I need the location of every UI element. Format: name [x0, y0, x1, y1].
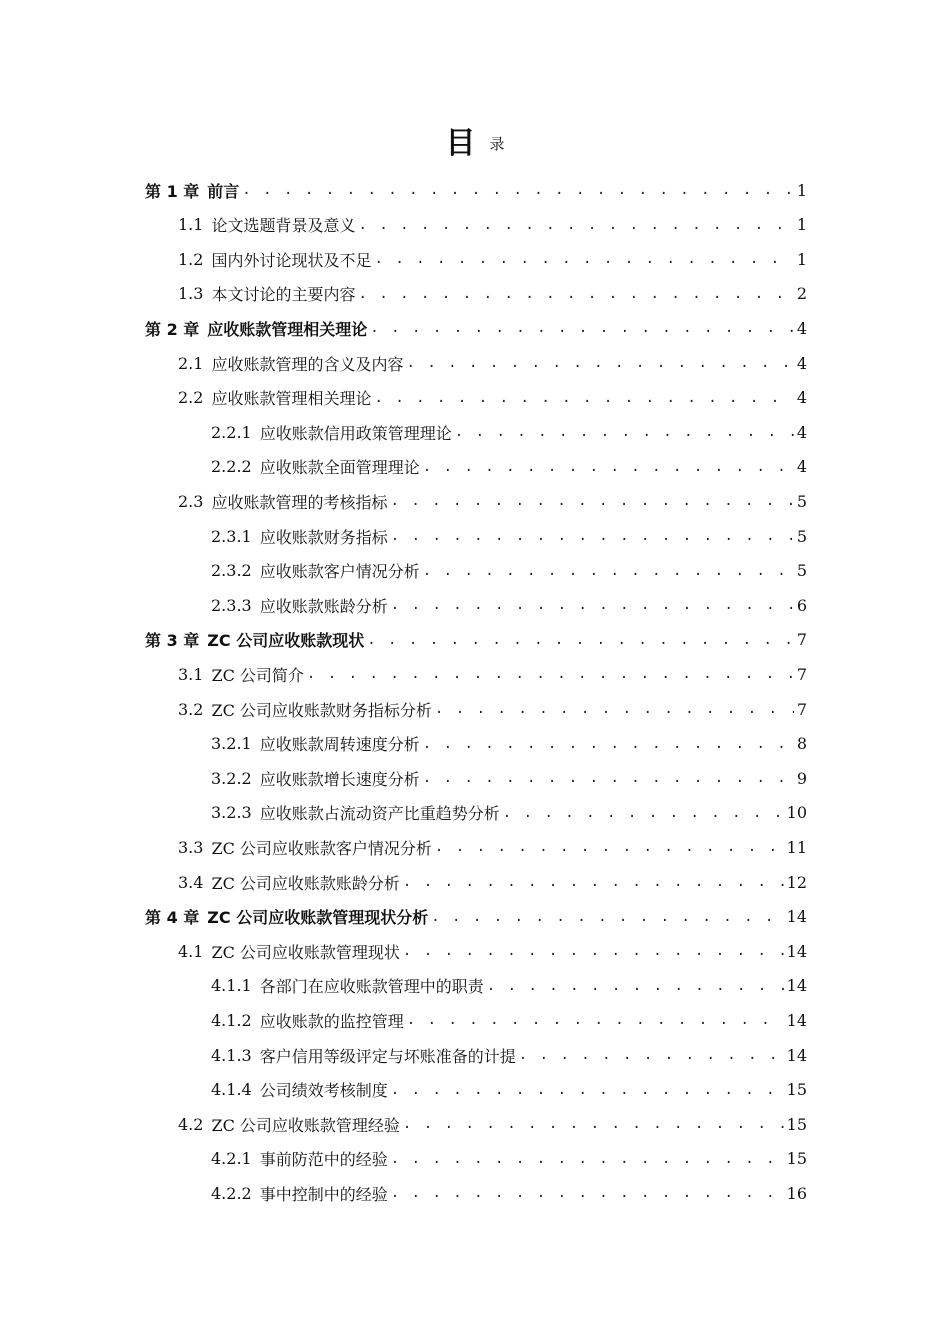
- toc-leader-dots: [403, 943, 784, 959]
- toc-entry-title: 应收账款客户情况分析: [259, 562, 420, 582]
- toc-leader-dots: [403, 874, 784, 890]
- toc-entry-number: 3.2: [178, 699, 204, 719]
- toc-entry-title: ZC 公司应收账款现状: [207, 631, 365, 651]
- toc-entry[interactable]: [178, 692, 807, 726]
- toc-entry-page-number: 7: [796, 664, 807, 684]
- toc-leader-dots: [391, 1151, 784, 1167]
- toc-entry[interactable]: [211, 1142, 807, 1176]
- toc-entry[interactable]: [211, 761, 807, 795]
- toc-entry-number: 2.3: [178, 491, 204, 511]
- toc-entry-title: 应收账款占流动资产比重趋势分析: [259, 804, 500, 824]
- toc-entry[interactable]: [211, 727, 807, 761]
- toc-entry[interactable]: [145, 311, 807, 345]
- toc-entry[interactable]: [211, 588, 807, 622]
- toc-entry[interactable]: [211, 1003, 807, 1037]
- toc-entry-title: 前言: [207, 181, 240, 201]
- toc-title-sub: 录: [489, 135, 505, 153]
- toc-entry[interactable]: [211, 519, 807, 553]
- toc-entry-number: 3.3: [178, 837, 204, 857]
- toc-leader-dots: [503, 805, 784, 821]
- toc-entry-number: 1.1: [178, 215, 204, 235]
- toc-entry-title: 应收账款信用政策管理理论: [259, 423, 452, 443]
- toc-entry[interactable]: [211, 554, 807, 588]
- toc-entry-title: ZC 公司应收账款财务指标分析: [211, 700, 432, 720]
- toc-entry[interactable]: [211, 969, 807, 1003]
- toc-entry[interactable]: [145, 623, 807, 657]
- toc-entry[interactable]: [178, 1107, 807, 1141]
- toc-entry-page-number: 6: [796, 595, 807, 615]
- toc-entry-title: 应收账款的监控管理: [259, 1011, 404, 1031]
- toc-entry-page-number: 7: [796, 699, 807, 719]
- toc-entry-number: 1.2: [178, 249, 204, 269]
- toc-entry-page-number: 4: [796, 353, 807, 373]
- toc-entry[interactable]: [178, 934, 807, 968]
- toc-entry-number: 2.2: [178, 388, 204, 408]
- toc-entry-number: 4.2.1: [211, 1149, 252, 1169]
- toc-entry-page-number: 16: [786, 1183, 807, 1203]
- toc-entry-number: 1.3: [178, 284, 204, 304]
- toc-entry-title: 应收账款增长速度分析: [259, 769, 420, 789]
- toc-entry-page-number: 14: [786, 976, 807, 996]
- toc-entry-page-number: 5: [796, 561, 807, 581]
- toc-entry-title: 客户信用等级评定与坏账准备的计提: [259, 1046, 516, 1066]
- toc-entry-page-number: 1: [796, 215, 807, 235]
- toc-leader-dots: [403, 1116, 784, 1132]
- toc-leader-dots: [307, 666, 794, 682]
- toc-entry[interactable]: [211, 1038, 807, 1072]
- toc-entry-number: 第 4 章: [145, 908, 200, 928]
- toc-entry-number: 2.3.1: [211, 526, 252, 546]
- toc-leader-dots: [391, 1082, 784, 1098]
- toc-entry-number: 2.2.2: [211, 457, 252, 477]
- toc-entry-number: 3.1: [178, 664, 204, 684]
- toc-leader-dots: [374, 251, 793, 267]
- toc-entry-title: 事前防范中的经验: [259, 1150, 388, 1170]
- toc-leader-dots: [423, 459, 794, 475]
- toc-entry-title: 应收账款全面管理理论: [259, 458, 420, 478]
- toc-entry[interactable]: [178, 242, 807, 276]
- toc-entry-title: ZC 公司简介: [211, 665, 304, 685]
- toc-leader-dots: [423, 770, 794, 786]
- toc-entry-page-number: 14: [786, 1010, 807, 1030]
- toc-entry[interactable]: [145, 900, 807, 934]
- toc-entry-page-number: 4: [796, 318, 807, 338]
- toc-entry[interactable]: [211, 1176, 807, 1210]
- toc-leader-dots: [435, 839, 784, 855]
- toc-leader-dots: [370, 320, 794, 336]
- toc-entry[interactable]: [178, 277, 807, 311]
- toc-entry-page-number: 1: [796, 249, 807, 269]
- toc-entry-title: ZC 公司应收账款管理现状: [211, 942, 400, 962]
- toc-entry-title: 应收账款财务指标: [259, 527, 388, 547]
- toc-entry-page-number: 2: [796, 284, 807, 304]
- toc-entry[interactable]: [178, 346, 807, 380]
- toc-leader-dots: [423, 736, 794, 752]
- toc-entry[interactable]: [211, 796, 807, 830]
- toc-entry-page-number: 11: [786, 837, 807, 857]
- toc-entry[interactable]: [178, 865, 807, 899]
- toc-entry[interactable]: [211, 450, 807, 484]
- toc-entry-page-number: 1: [796, 180, 807, 200]
- toc-leader-dots: [374, 390, 793, 406]
- toc-entry-page-number: 9: [796, 768, 807, 788]
- toc-leader-dots: [391, 1185, 784, 1201]
- toc-entry-page-number: 10: [786, 803, 807, 823]
- toc-entry[interactable]: [145, 173, 807, 207]
- toc-leader-dots: [455, 424, 794, 440]
- toc-leader-dots: [390, 493, 793, 509]
- toc-leader-dots: [407, 1012, 784, 1028]
- toc-entry[interactable]: [178, 381, 807, 415]
- toc-leader-dots: [367, 632, 794, 648]
- toc-entry[interactable]: [178, 830, 807, 864]
- toc-leader-dots: [358, 286, 793, 302]
- toc-entry-page-number: 14: [786, 941, 807, 961]
- toc-entry-title: 应收账款周转速度分析: [259, 735, 420, 755]
- toc-leader-dots: [391, 597, 794, 613]
- toc-entry-title: 论文选题背景及意义: [211, 216, 356, 236]
- toc-entry-page-number: 14: [786, 1045, 807, 1065]
- toc-entry-number: 4.2.2: [211, 1183, 252, 1203]
- toc-leader-dots: [242, 182, 794, 198]
- toc-leader-dots: [391, 528, 794, 544]
- toc-entry-page-number: 5: [796, 526, 807, 546]
- toc-entry-number: 4.1.1: [211, 976, 252, 996]
- toc-entry-page-number: 15: [786, 1114, 807, 1134]
- toc-entry-number: 4.1: [178, 941, 204, 961]
- toc-title: [0, 118, 950, 162]
- toc-entry-title: 公司绩效考核制度: [259, 1081, 388, 1101]
- toc-entry-page-number: 7: [796, 630, 807, 650]
- toc-entry[interactable]: [178, 484, 807, 518]
- toc-entry-page-number: 4: [796, 422, 807, 442]
- toc-entry-number: 3.2.2: [211, 768, 252, 788]
- toc-entry-page-number: 12: [786, 872, 807, 892]
- toc-leader-dots: [358, 217, 793, 233]
- toc-entry-page-number: 14: [786, 907, 807, 927]
- toc-entry-number: 4.2: [178, 1114, 204, 1134]
- toc-entry-number: 2.3.3: [211, 595, 252, 615]
- toc-entry[interactable]: [178, 657, 807, 691]
- toc-entry[interactable]: [211, 415, 807, 449]
- toc-leader-dots: [435, 701, 794, 717]
- toc-entry-title: 应收账款账龄分析: [259, 596, 388, 616]
- toc-entry-page-number: 15: [786, 1080, 807, 1100]
- toc-entry-title: ZC 公司应收账款客户情况分析: [211, 838, 432, 858]
- toc-entry-number: 3.2.1: [211, 734, 252, 754]
- toc-entry-title: 国内外讨论现状及不足: [211, 250, 372, 270]
- toc-entry-page-number: 4: [796, 388, 807, 408]
- toc-leader-dots: [519, 1047, 784, 1063]
- toc-entry[interactable]: [178, 208, 807, 242]
- toc-entry-number: 4.1.3: [211, 1045, 252, 1065]
- toc-leader-dots: [423, 563, 794, 579]
- toc-entry-number: 4.1.4: [211, 1080, 252, 1100]
- toc-entry-title: 应收账款管理的考核指标: [211, 492, 388, 512]
- toc-entry-title: ZC 公司应收账款管理现状分析: [207, 908, 429, 928]
- toc-entry-number: 第 1 章: [145, 181, 200, 201]
- toc-entry-title: 应收账款管理的含义及内容: [211, 354, 404, 374]
- toc-entry-title: ZC 公司应收账款账龄分析: [211, 873, 400, 893]
- toc-entry[interactable]: [211, 1073, 807, 1107]
- toc-entry-page-number: 5: [796, 491, 807, 511]
- toc-entry-title: 事中控制中的经验: [259, 1184, 388, 1204]
- toc-entry-page-number: 4: [796, 457, 807, 477]
- toc-leader-dots: [487, 978, 784, 994]
- toc-leader-dots: [431, 909, 783, 925]
- toc-entry-number: 2.2.1: [211, 422, 252, 442]
- toc-entry-number: 2.3.2: [211, 561, 252, 581]
- toc-entry-title: ZC 公司应收账款管理经验: [211, 1115, 400, 1135]
- toc-entry-title: 应收账款管理相关理论: [211, 389, 372, 409]
- toc-entry-number: 3.4: [178, 872, 204, 892]
- toc-entry-title: 本文讨论的主要内容: [211, 285, 356, 305]
- toc-title-main: 目: [445, 126, 476, 161]
- toc-entry-number: 第 2 章: [145, 319, 200, 339]
- toc-entry-title: 应收账款管理相关理论: [207, 319, 368, 339]
- toc-entry-page-number: 8: [796, 734, 807, 754]
- toc-entry-page-number: 15: [786, 1149, 807, 1169]
- toc-entry-number: 3.2.3: [211, 803, 252, 823]
- toc-entry-number: 4.1.2: [211, 1010, 252, 1030]
- toc-entry-number: 第 3 章: [145, 631, 200, 651]
- toc-leader-dots: [406, 355, 793, 371]
- toc-entry-number: 2.1: [178, 353, 204, 373]
- toc-entry-title: 各部门在应收账款管理中的职责: [259, 977, 484, 997]
